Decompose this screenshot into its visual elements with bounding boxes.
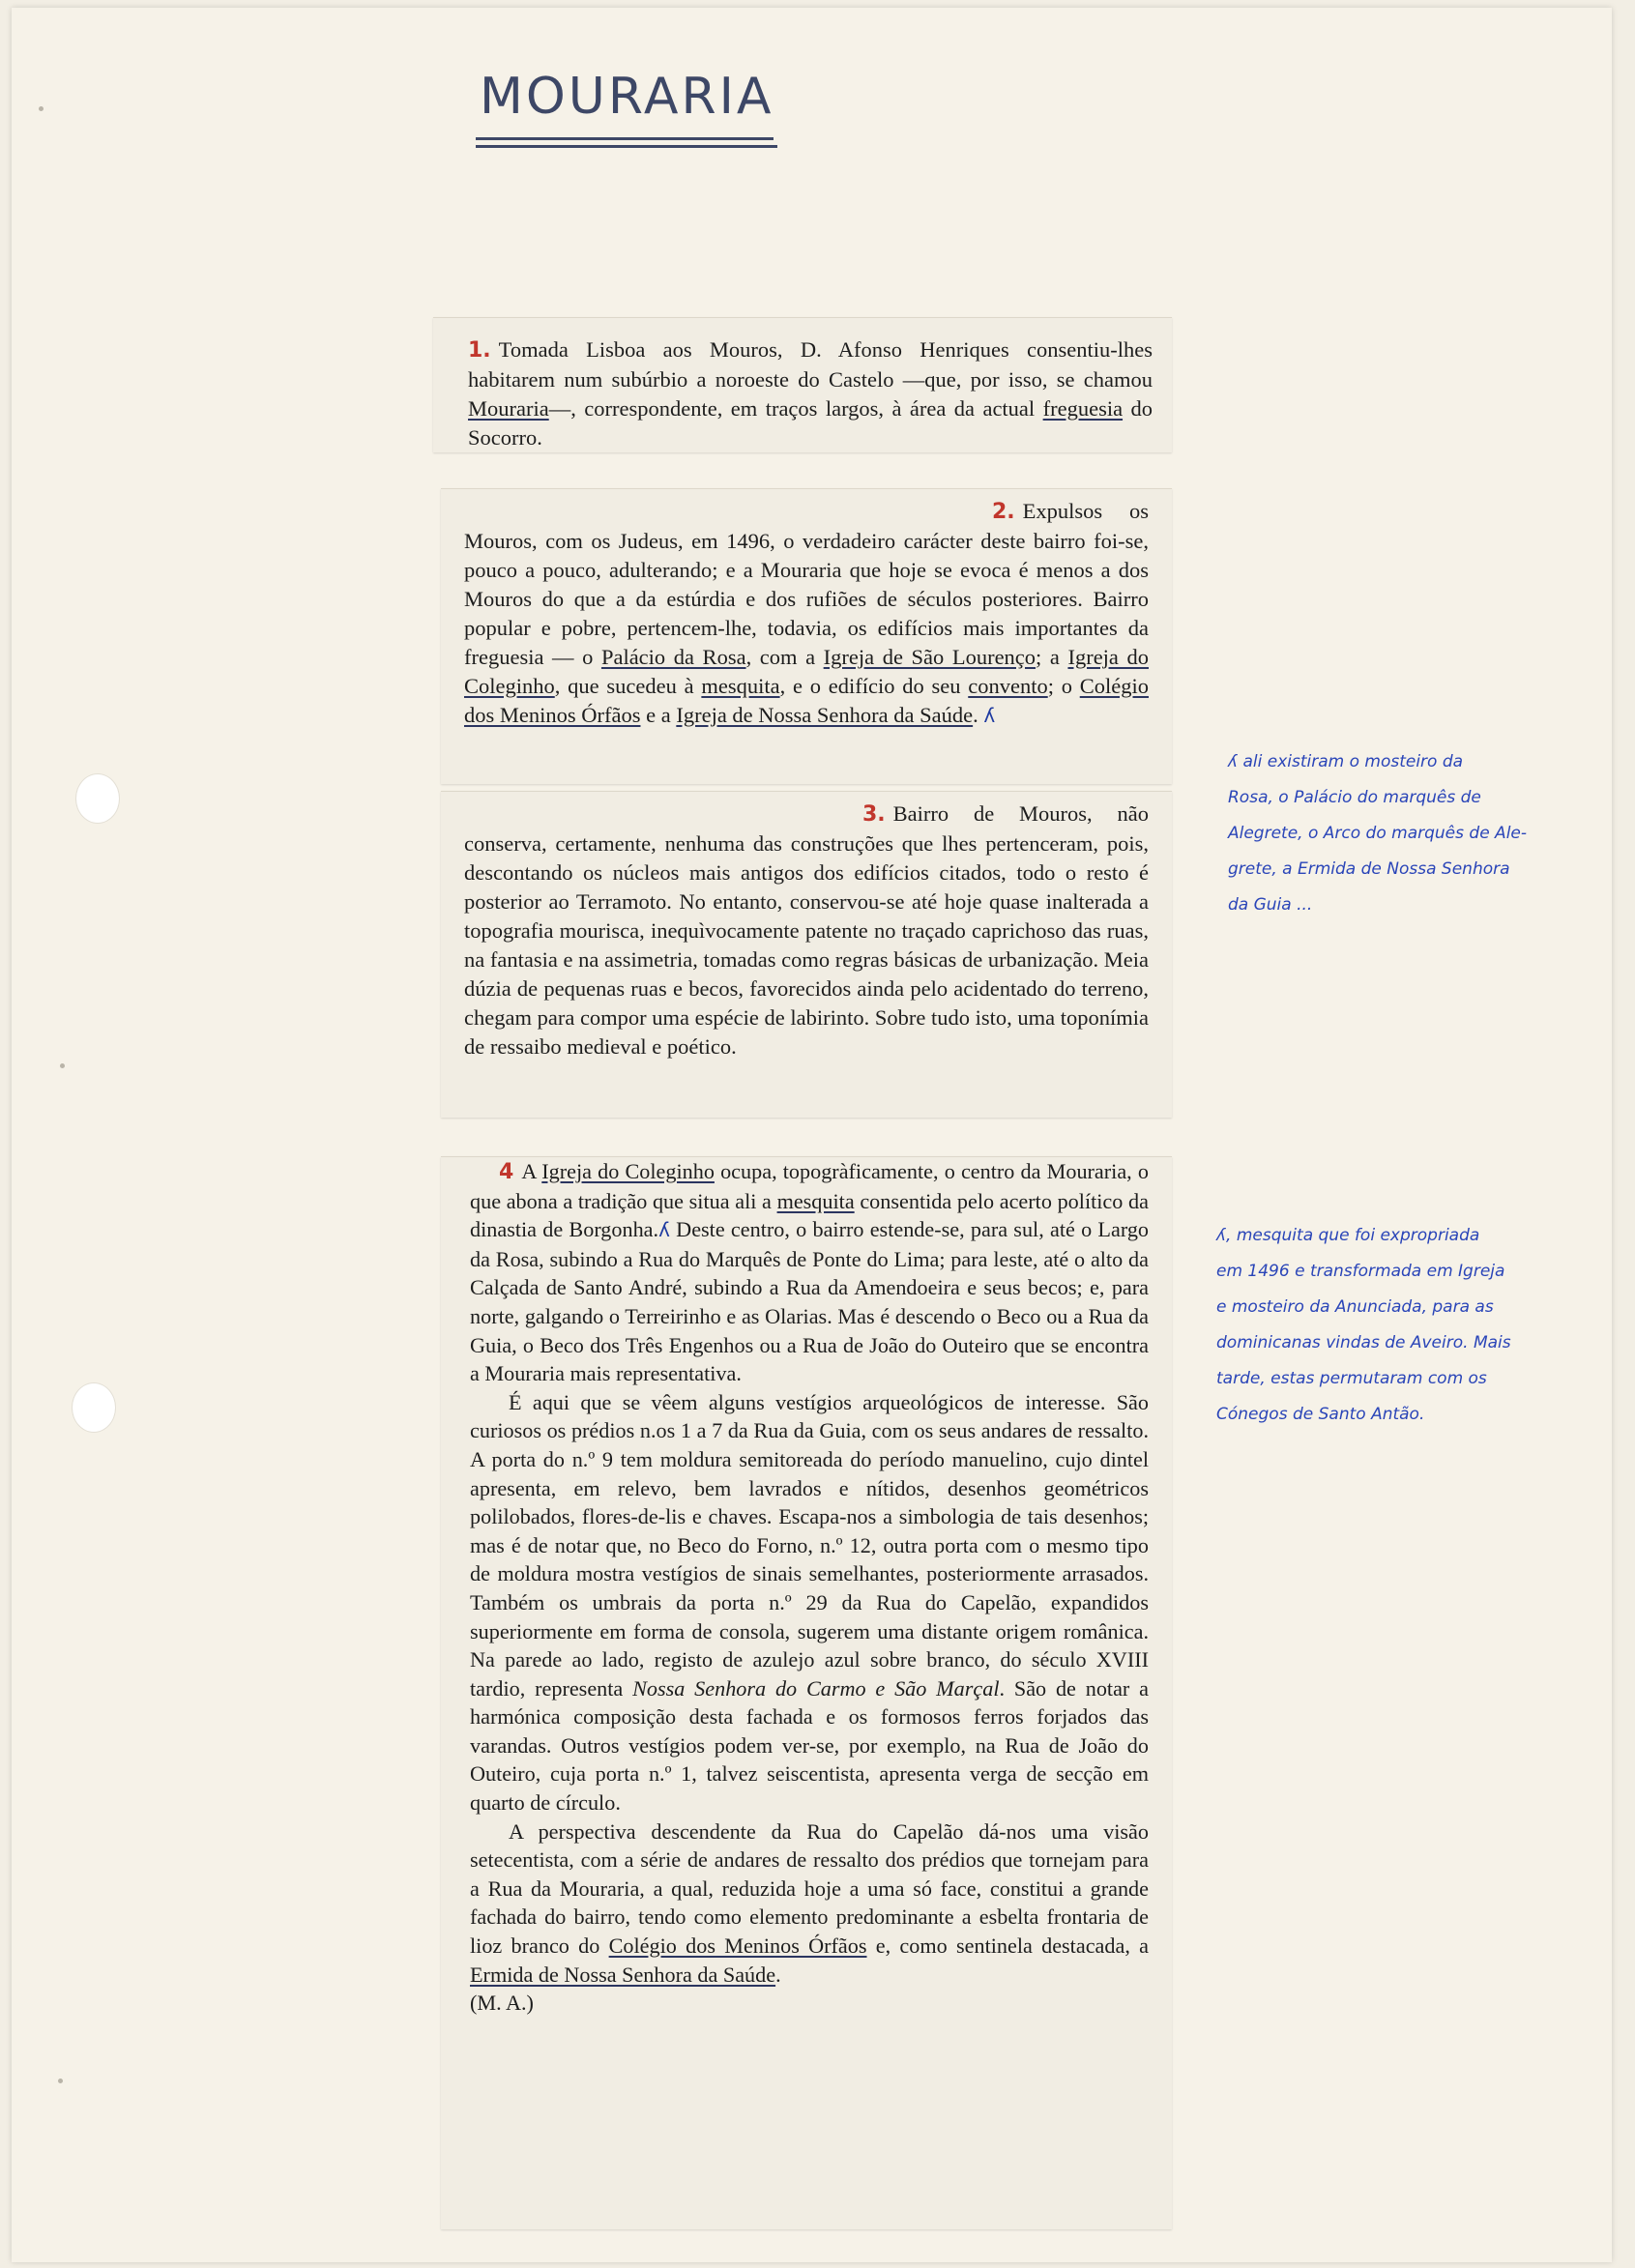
paragraph-text: Bairro de Mouros, não conserva, certamente, nenhuma das construções que lhes pertenceram, pois, descontando os núcleos mais antigos dos edifícios citados, todo o resto é posterior ao Terramoto. No entanto, conservou-se até hoje quase inalterada a topografia mourisca, inequìvocamente patente no traçado caprichoso das ruas, na fantasia e na assimetria, tomadas como regras básicas de urbanização. Meia dúzia de pequenas ruas e becos, favorecidos ainda pelo acidentado do terreno, chegam para compor uma espécie de labirinto. Sobre tudo isto, uma toponímia de ressaibo medieval e poético. [464, 801, 1149, 1059]
note-line: em 1496 e transformada em Igreja [1216, 1262, 1505, 1281]
section-number: 4 [499, 1160, 514, 1184]
annotation-mark: ʎ [658, 1218, 670, 1242]
paper-speck [58, 2079, 63, 2083]
artwork-title: Nossa Senhora do Carmo e São Marçal [632, 1675, 1000, 1701]
paragraph-text: , que sucedeu à [554, 674, 702, 698]
annotation-mark: ʎ [983, 704, 996, 727]
note-line: Alegrete, o Arco do marquês de Ale- [1228, 824, 1528, 843]
underlined-term: mesquita [701, 674, 780, 698]
clipping-section-2 [441, 488, 1172, 784]
note-line: tarde, estas permutaram com os [1216, 1369, 1487, 1388]
paragraph-text: A perspectiva descendente da Rua do Capelão dá-nos uma visão setecentista, com a série de andares de ressalto dos prédios que tornejam para a Rua da Mouraria, a qual, reduzida hoje a uma só face, constitui a grande fachada do bairro, tendo como elemento predominante a esbelta frontaria de lioz branco do [470, 1818, 1149, 1959]
paragraph-text: , com a [745, 645, 824, 669]
paper-speck [60, 1063, 65, 1068]
note-line: da Guia ... [1228, 895, 1313, 915]
section-number: 1. [468, 338, 491, 363]
paper-speck [39, 106, 44, 111]
paragraph-text: Deste centro, o bairro estende-se, para sul, até o Largo da Rosa, subindo a Rua do Marquês de Ponte do Lima; para leste, até o alto da Calçada de Santo André, subindo a Rua da Amendoeira e seus becos; e, para norte, galgando o Terreirinho e as Olarias. Mas é descendo o Beco ou a Rua da Guia, o Beco dos Três Engenhos ou a Rua de João do Outeiro que se encontra a Mouraria mais representativa. [470, 1217, 1150, 1386]
paragraph-text: Expulsos os Mouros, com os Judeus, em 1496, o verdadeiro carácter deste bairro foi-se, pouco a pouco, adulterando; e a Mouraria que hoje se evoca é menos a dos Mouros do que a da estúrdia e dos rufiões de séculos posteriores. Bairro popular e pobre, pertencem-lhe, todavia, os edifícios mais importantes da freguesia — o [464, 499, 1149, 669]
paragraph-text: A [521, 1159, 542, 1183]
underlined-term: Igreja do Coleginho [464, 645, 1149, 698]
paragraph-text: , e o edifício do seu [779, 674, 969, 698]
section-number: 3. [862, 802, 886, 827]
note-line: e mosteiro da Anunciada, para as [1216, 1297, 1494, 1317]
punch-hole-bottom [72, 1382, 116, 1433]
underlined-term: mesquita [776, 1188, 855, 1213]
section-number: 2. [992, 500, 1015, 524]
note-line: Cónegos de Santo Antão. [1216, 1405, 1425, 1424]
paragraph-text: Tomada Lisboa aos Mouros, D. Afonso Henriques consentiu-lhes habitarem num subúrbio a noroeste do Castelo —que, por isso, se chamou [468, 337, 1153, 392]
paragraph-text: . São de notar a harmónica composição desta fachada e os formosos ferros forjados das varandas. Outros vestígios podem ver-se, por exemplo, na Rua de João do Outeiro, cuja porta n.º 1, talvez seiscentista, apresenta verga de secção em quarto de círculo. [470, 1675, 1149, 1816]
underlined-term: Mouraria [468, 396, 549, 421]
paragraph-text: É aqui que se vêem alguns vestígios arqueológicos de interesse. São curiosos os prédios n.os 1 a 7 da Rua da Guia, com os seus andares de ressalto. A porta do n.º 9 tem moldura semitoreada do período manuelino, cujo dintel apresenta, em relevo, bem lavrados e nítidos, desenhos geométricos polilobados, flores-de-lis e chaves. Escapa-nos a simbologia de tais desenhos; mas é de notar que, no Beco do Forno, n.º 12, outra porta com o mesmo tipo de moldura mostra vestígios de sinais semelhantes, posteriormente arrasados. Também os umbrais da porta n.º 29 da Rua do Capelão, expandidos superiormente em forma de consola, sugerem uma distante origem românica. Na parede ao lado, registo de azulejo azul sobre branco, do século XVIII tardio, representa [470, 1389, 1149, 1701]
note-line: grete, a Ermida de Nossa Senhora [1228, 859, 1510, 879]
author-signature: (M. A.) [470, 1991, 534, 2016]
note-line: Rosa, o Palácio do marquês de [1228, 788, 1481, 807]
underlined-term: freguesia [1042, 396, 1124, 421]
paragraph-text: e, como sentinela destacada, a [866, 1934, 1149, 1959]
underlined-term: Ermida de Nossa Senhora da Saúde [470, 1962, 776, 1987]
paragraph-text: do Socorro. [468, 396, 1153, 450]
paragraph-text: ; a [1036, 645, 1068, 669]
underlined-term: convento [968, 674, 1048, 698]
paragraph-text: —, correspondente, em traços largos, à área da actual [548, 396, 1043, 421]
handwritten-note-1 [1228, 744, 1527, 923]
paragraph-text: e a [640, 703, 677, 727]
punch-hole-top [75, 773, 120, 824]
paragraph-text: . [775, 1962, 781, 1987]
clipping-section-1 [433, 317, 1172, 452]
title-underline-second [476, 145, 777, 148]
paragraph-text: consentida pelo acerto político da dinastia de Borgonha. [470, 1188, 1149, 1242]
title-underline [476, 137, 774, 140]
underlined-term: Igreja de Nossa Senhora da Saúde [676, 703, 974, 727]
paragraph-text: . [973, 703, 978, 727]
underlined-term: Palácio da Rosa [600, 645, 746, 669]
page-title: MOURARIA [480, 68, 774, 126]
paragraph-text: ; o [1047, 674, 1080, 698]
note-line: dominicanas vindas de Aveiro. Mais [1216, 1333, 1511, 1352]
note-line: ʎ ali existiram o mosteiro da [1228, 752, 1464, 771]
note-line: ʎ, mesquita que foi expropriada [1216, 1226, 1480, 1245]
clipping-section-3 [441, 791, 1172, 1118]
underlined-term: Colégio dos Meninos Órfãos [608, 1934, 867, 1959]
paragraph-text: ocupa, topogràficamente, o centro da Mouraria, o que abona a tradição que situa ali a [470, 1159, 1149, 1213]
underlined-term: Colégio dos Meninos Órfãos [464, 674, 1149, 727]
underlined-term: Igreja do Coleginho [541, 1159, 715, 1183]
handwritten-note-2 [1216, 1218, 1511, 1433]
underlined-term: Igreja de São Lourenço [823, 645, 1036, 669]
clipping-section-4 [441, 1156, 1172, 2229]
